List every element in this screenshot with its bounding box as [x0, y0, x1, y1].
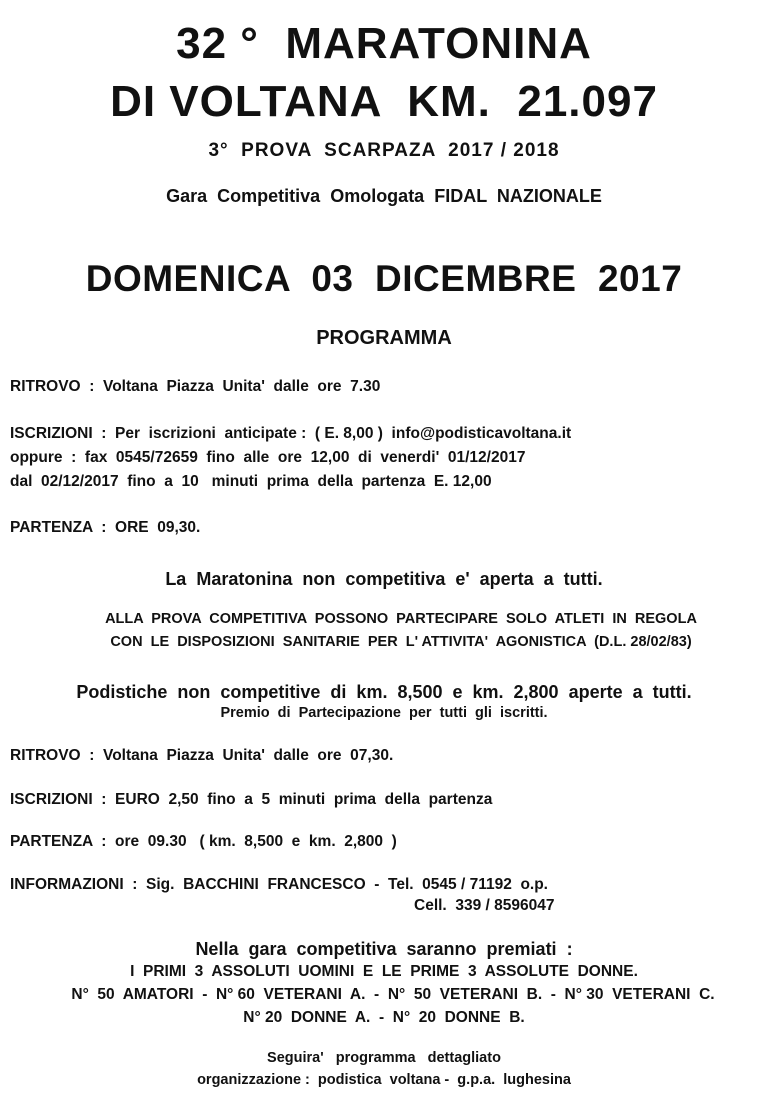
partenza-line: PARTENZA : ORE 09,30.: [10, 519, 201, 536]
iscrizioni-line: ISCRIZIONI : EURO 2,50 fino a 5 minuti prima della partenza: [10, 791, 493, 808]
non-competitiva-notice: La Maratonina non competitiva e' aperta a tutti.: [165, 569, 603, 589]
organizzazione-line: organizzazione : podistica voltana - g.p.a. lughesina: [197, 1072, 571, 1088]
subtitle: 3° PROVA SCARPAZA 2017 / 2018: [208, 140, 560, 161]
title-line-1: 32 ° MARATONINA: [176, 19, 592, 68]
partenza-line: PARTENZA : ore 09.30 ( km. 8,500 e km. 2,800 ): [10, 833, 397, 850]
premio-line: Premio di Partecipazione per tutti gli iscritti.: [220, 705, 548, 721]
iscrizioni-line: ISCRIZIONI : Per iscrizioni anticipate : ( E. 8,00 ) info@podisticavoltana.it: [10, 425, 572, 442]
podistiche-notice: Podistiche non competitive di km. 8,500 e km. 2,800 aperte a tutti.: [76, 682, 692, 702]
premiati-line: I PRIMI 3 ASSOLUTI UOMINI E LE PRIME 3 ASSOLUTE DONNE.: [130, 963, 638, 980]
seguira-line: Seguira' programma dettagliato: [267, 1050, 501, 1066]
title-line-2: DI VOLTANA KM. 21.097: [110, 77, 658, 126]
premiati-line: N° 50 AMATORI - N° 60 VETERANI A. - N° 50 VETERANI B. - N° 30 VETERANI C.: [71, 986, 715, 1003]
premiati-heading: Nella gara competitiva saranno premiati :: [195, 939, 573, 959]
programma-heading: PROGRAMMA: [316, 327, 452, 349]
avviso-line: CON LE DISPOSIZIONI SANITARIE PER L' ATTIVITA' AGONISTICA (D.L. 28/02/83): [110, 634, 692, 650]
event-date: DOMENICA 03 DICEMBRE 2017: [85, 258, 683, 299]
gara-competitiva: Gara Competitiva Omologata FIDAL NAZIONALE: [166, 186, 602, 206]
ritrovo-line: RITROVO : Voltana Piazza Unita' dalle ore 07,30.: [10, 747, 394, 764]
iscrizioni-line: oppure : fax 0545/72659 fino alle ore 12,00 di venerdi' 01/12/2017: [10, 449, 526, 466]
ritrovo-line: RITROVO : Voltana Piazza Unita' dalle ore 7.30: [10, 378, 381, 395]
premiati-line: N° 20 DONNE A. - N° 20 DONNE B.: [243, 1009, 525, 1026]
cell-line: Cell. 339 / 8596047: [414, 897, 555, 914]
informazioni-line: INFORMAZIONI : Sig. BACCHINI FRANCESCO - Tel. 0545 / 71192 o.p.: [10, 876, 548, 893]
iscrizioni-line: dal 02/12/2017 fino a 10 minuti prima della partenza E. 12,00: [10, 473, 492, 490]
avviso-line: ALLA PROVA COMPETITIVA POSSONO PARTECIPARE SOLO ATLETI IN REGOLA: [105, 611, 697, 627]
